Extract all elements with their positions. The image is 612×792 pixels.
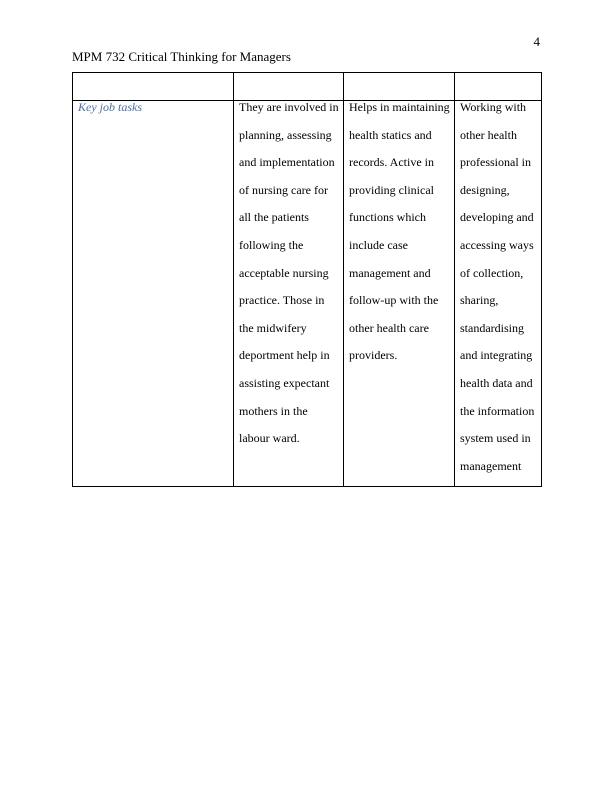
cell-text-health-data: Working with other health professional in designing, developing and accessing ways of collection, sharing, standardising and integrating health data and the information system used in management: [460, 100, 535, 473]
row-label: Key job tasks: [78, 100, 142, 114]
job-tasks-table: [72, 72, 542, 487]
cell-text-nursing: They are involved in planning, assessing and implementation of nursing care for all the patients following the acceptable nursing practice. Those in the midwifery deportment help in assisting expectant mothers in the labour ward.: [239, 100, 339, 446]
table-row: [73, 101, 542, 487]
running-head: MPM 732 Critical Thinking for Managers: [72, 49, 291, 64]
table-cell: [344, 101, 455, 487]
table-cell: [455, 101, 542, 487]
page-number: 4: [533, 34, 540, 49]
table-cell: [234, 101, 344, 487]
row-label-cell: [73, 101, 234, 487]
cell-text-records: Helps in maintaining health statics and records. Active in providing clinical functions which include case management and follow-up with the other health care providers.: [349, 100, 450, 363]
